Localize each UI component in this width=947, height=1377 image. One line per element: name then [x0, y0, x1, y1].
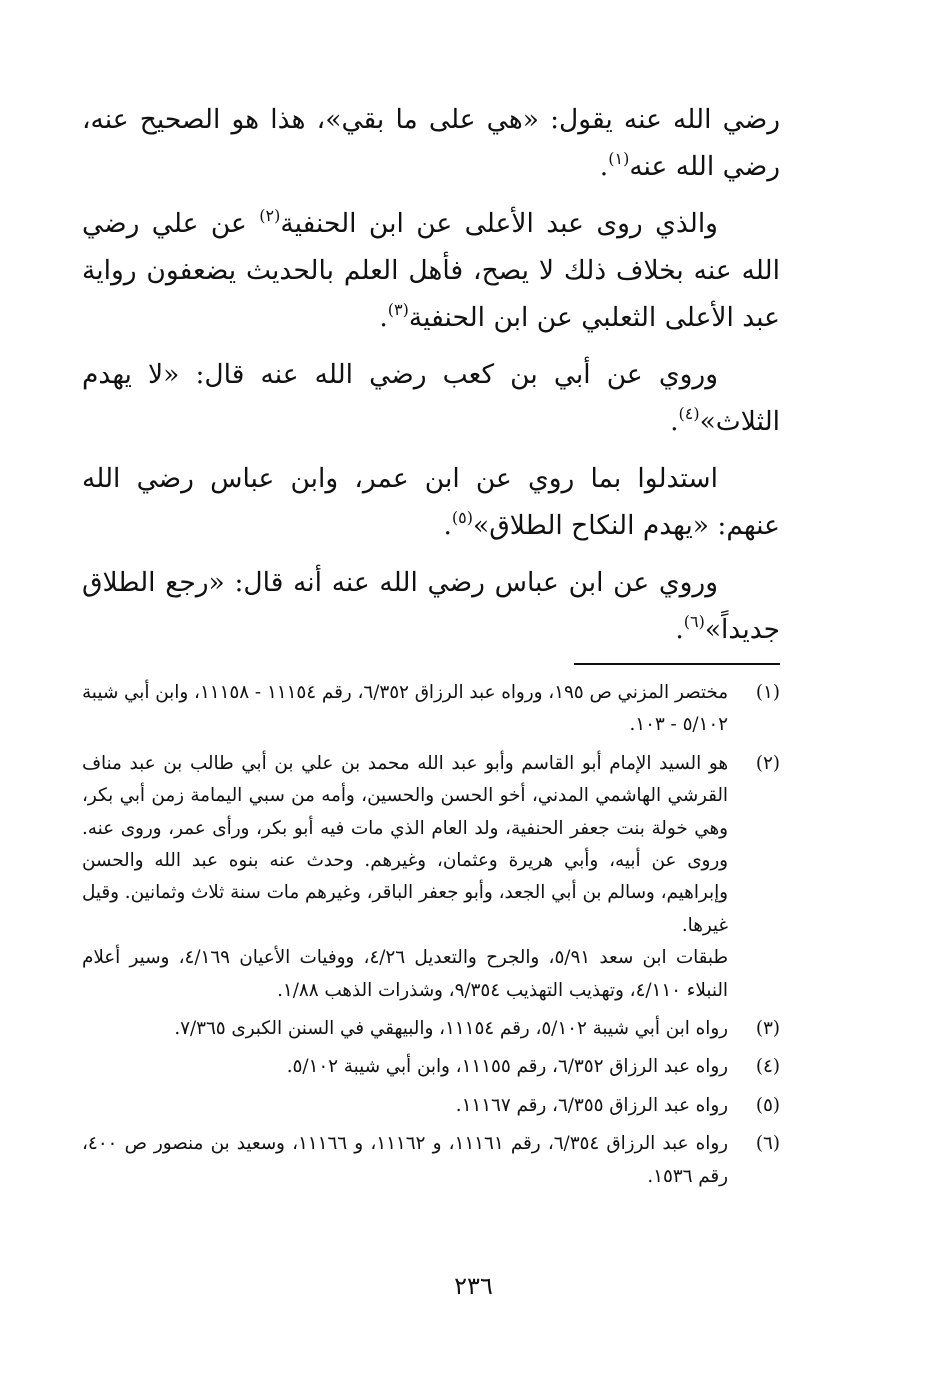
- footnote-ref: (١): [608, 149, 630, 168]
- footnote-text: هو السيد الإمام أبو القاسم وأبو عبد الله محمد بن علي بن أبي طالب بن عبد مناف القرشي الهاشمي المدني، أخو الحسن والحسين، وأمه من سبي اليمامة زمن أبي بكر، وهي خولة بنت جعفر الحنفية، ولد العام الذي مات فيه أبو بكر، ورأى عمر، وروى عنه. وروى عن أبيه، وأبي هريرة وعثمان، وغيرهم. وحدث عنه بنوه عبد الله والحسن وإبراهيم، وسالم بن أبي الجعد، وأبو جعفر الباقر، وغيرهم مات سنة ثلاث وثمانين. وقيل غيرها. طبقات ابن سعد ٥/٩١، والجرح والتعديل ٤/٢٦، ووفيات الأعيان ٤/١٦٩، وسير أعلام النبلاء ٤/١١٠، وتهذيب التهذيب ٩/٣٥٤، وشذرات الذهب ١/٨٨.: [82, 752, 728, 1001]
- footnote-number: (٣): [755, 1018, 780, 1040]
- paragraph-3: [82, 351, 780, 445]
- footnote-4: [82, 1051, 780, 1083]
- footnote-number: (٥): [755, 1094, 780, 1116]
- footnote-number: (٦): [755, 1133, 780, 1155]
- footnote-ref: (٢): [259, 206, 281, 225]
- paragraph-5: [82, 559, 780, 653]
- footnote-separator: [574, 663, 780, 665]
- footnote-text: رواه عبد الرزاق ٦/٣٥٢، رقم ١١١٥٥، وابن أبي شيبة ٥/١٠٢.: [286, 1056, 728, 1078]
- paragraph-tail: .: [675, 614, 684, 645]
- paragraph-text: رضي الله عنه يقول: «هي على ما بقي»، هذا هو الصحيح عنه، رضي الله عنه: [82, 104, 780, 182]
- footnote-6: [82, 1128, 780, 1193]
- footnote-ref: (٣): [387, 300, 409, 319]
- footnote-1: [82, 677, 780, 742]
- paragraph-text: وروي عن أبي بن كعب رضي الله عنه قال: «لا يهدم الثلاث»: [82, 359, 780, 437]
- paragraph-tail: .: [379, 302, 388, 333]
- paragraph-text: استدلوا بما روي عن ابن عمر، وابن عباس رضي الله عنهم: «يهدم النكاح الطلاق»: [82, 463, 780, 541]
- footnote-text: رواه ابن أبي شيبة ٥/١٠٢، رقم ١١١٥٤، والبيهقي في السنن الكبرى ٧/٣٦٥.: [174, 1018, 728, 1040]
- book-page: [82, 96, 780, 1356]
- footnotes: [82, 677, 780, 1193]
- paragraph-tail: .: [599, 151, 609, 182]
- footnote-number: (٢): [755, 752, 780, 774]
- footnote-5: [82, 1090, 780, 1122]
- paragraph-text: وروي عن ابن عباس رضي الله عنه أنه قال: «رجع الطلاق جديداً»: [82, 567, 780, 645]
- page-number: ٢٣٦: [454, 1272, 493, 1300]
- paragraph-tail: .: [670, 406, 679, 437]
- paragraph-text-cont: عن علي رضي الله عنه بخلاف ذلك لا يصح، فأهل العلم بالحديث يضعفون رواية عبد الأعلى الثعلبي عن ابن الحنفية: [82, 208, 780, 333]
- footnote-text: رواه عبد الرزاق ٦/٣٥٥، رقم ١١١٦٧.: [455, 1094, 728, 1116]
- footnote-3: [82, 1013, 780, 1045]
- footnote-number: (٤): [755, 1056, 780, 1078]
- footnote-text: مختصر المزني ص ١٩٥، ورواه عبد الرزاق ٦/٣٥٢، رقم ١١١٥٤ - ١١١٥٨، وابن أبي شيبة ٥/١٠٢ - ١٠٣.: [82, 682, 728, 736]
- paragraph-text: والذي روى عبد الأعلى عن ابن الحنفية: [280, 208, 718, 239]
- footnote-ref: (٦): [683, 612, 705, 631]
- footnote-text: رواه عبد الرزاق ٦/٣٥٤، رقم ١١١٦١، و ١١١٦٢، و ١١١٦٦، وسعيد بن منصور ص ٤٠٠، رقم ١٥٣٦.: [82, 1133, 728, 1187]
- main-text: [82, 96, 780, 653]
- paragraph-1: [82, 96, 780, 190]
- footnote-ref: (٥): [451, 508, 473, 527]
- paragraph-4: [82, 455, 780, 549]
- footnote-2: [82, 748, 780, 1007]
- footnote-ref: (٤): [678, 404, 700, 423]
- paragraph-tail: .: [443, 510, 452, 541]
- paragraph-2: [82, 200, 780, 341]
- footnote-number: (١): [755, 682, 780, 703]
